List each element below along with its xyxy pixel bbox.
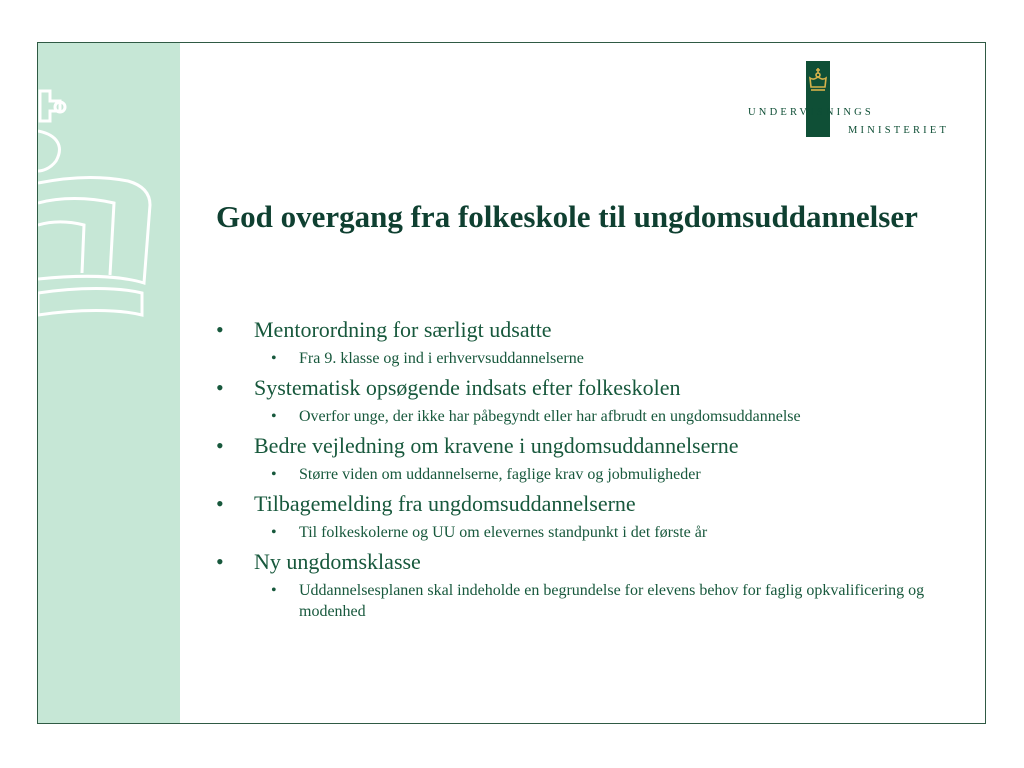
sub-bullet-item — [216, 348, 976, 369]
bullet-item — [216, 547, 976, 577]
slide — [37, 42, 986, 724]
ministry-logo — [748, 61, 978, 141]
bullet-icon: • — [216, 549, 224, 574]
sub-bullet-text: Overfor unge, der ikke har påbegyndt eller har afbrudt en ungdomsuddannelse — [299, 408, 801, 425]
sub-bullet-icon: • — [271, 350, 277, 367]
sub-bullet-icon: • — [271, 524, 277, 541]
bullet-list — [216, 311, 976, 626]
bullet-icon: • — [216, 317, 224, 342]
sub-bullet-icon: • — [271, 408, 277, 425]
sub-bullet-item — [216, 406, 976, 427]
crown-watermark-icon — [38, 43, 180, 343]
bullet-item — [216, 489, 976, 519]
sub-bullet-text: Større viden om uddannelserne, faglige krav og jobmuligheder — [299, 466, 701, 483]
bullet-item — [216, 373, 976, 403]
sub-bullet-text: Fra 9. klasse og ind i erhvervsuddannelserne — [299, 350, 584, 367]
bullet-text: Ny ungdomsklasse — [254, 549, 421, 574]
sub-bullet-item — [216, 464, 976, 485]
bullet-icon: • — [216, 433, 224, 458]
sub-bullet-icon: • — [271, 582, 277, 599]
bullet-text: Mentorordning for særligt udsatte — [254, 317, 552, 342]
bullet-text: Bedre vejledning om kravene i ungdomsuddannelserne — [254, 433, 739, 458]
crown-icon — [809, 67, 827, 93]
bullet-icon: • — [216, 375, 224, 400]
sub-bullet-item — [216, 580, 976, 622]
logo-text-line1: UNDERVISNINGS — [748, 107, 874, 118]
bullet-item — [216, 315, 976, 345]
sub-bullet-text: Uddannelsesplanen skal indeholde en begrundelse for elevens behov for faglig opkvalificering og modenhed — [299, 582, 925, 620]
sidebar-panel — [38, 43, 180, 723]
bullet-item — [216, 431, 976, 461]
logo-text-line2: MINISTERIET — [848, 125, 950, 136]
sub-bullet-icon: • — [271, 466, 277, 483]
sub-bullet-item — [216, 522, 976, 543]
slide-title: God overgang fra folkeskole til ungdomsuddannelser — [216, 199, 918, 234]
bullet-text: Systematisk opsøgende indsats efter folkeskolen — [254, 375, 681, 400]
bullet-text: Tilbagemelding fra ungdomsuddannelserne — [254, 491, 636, 516]
bullet-icon: • — [216, 491, 224, 516]
sub-bullet-text: Til folkeskolerne og UU om elevernes standpunkt i det første år — [299, 524, 708, 541]
